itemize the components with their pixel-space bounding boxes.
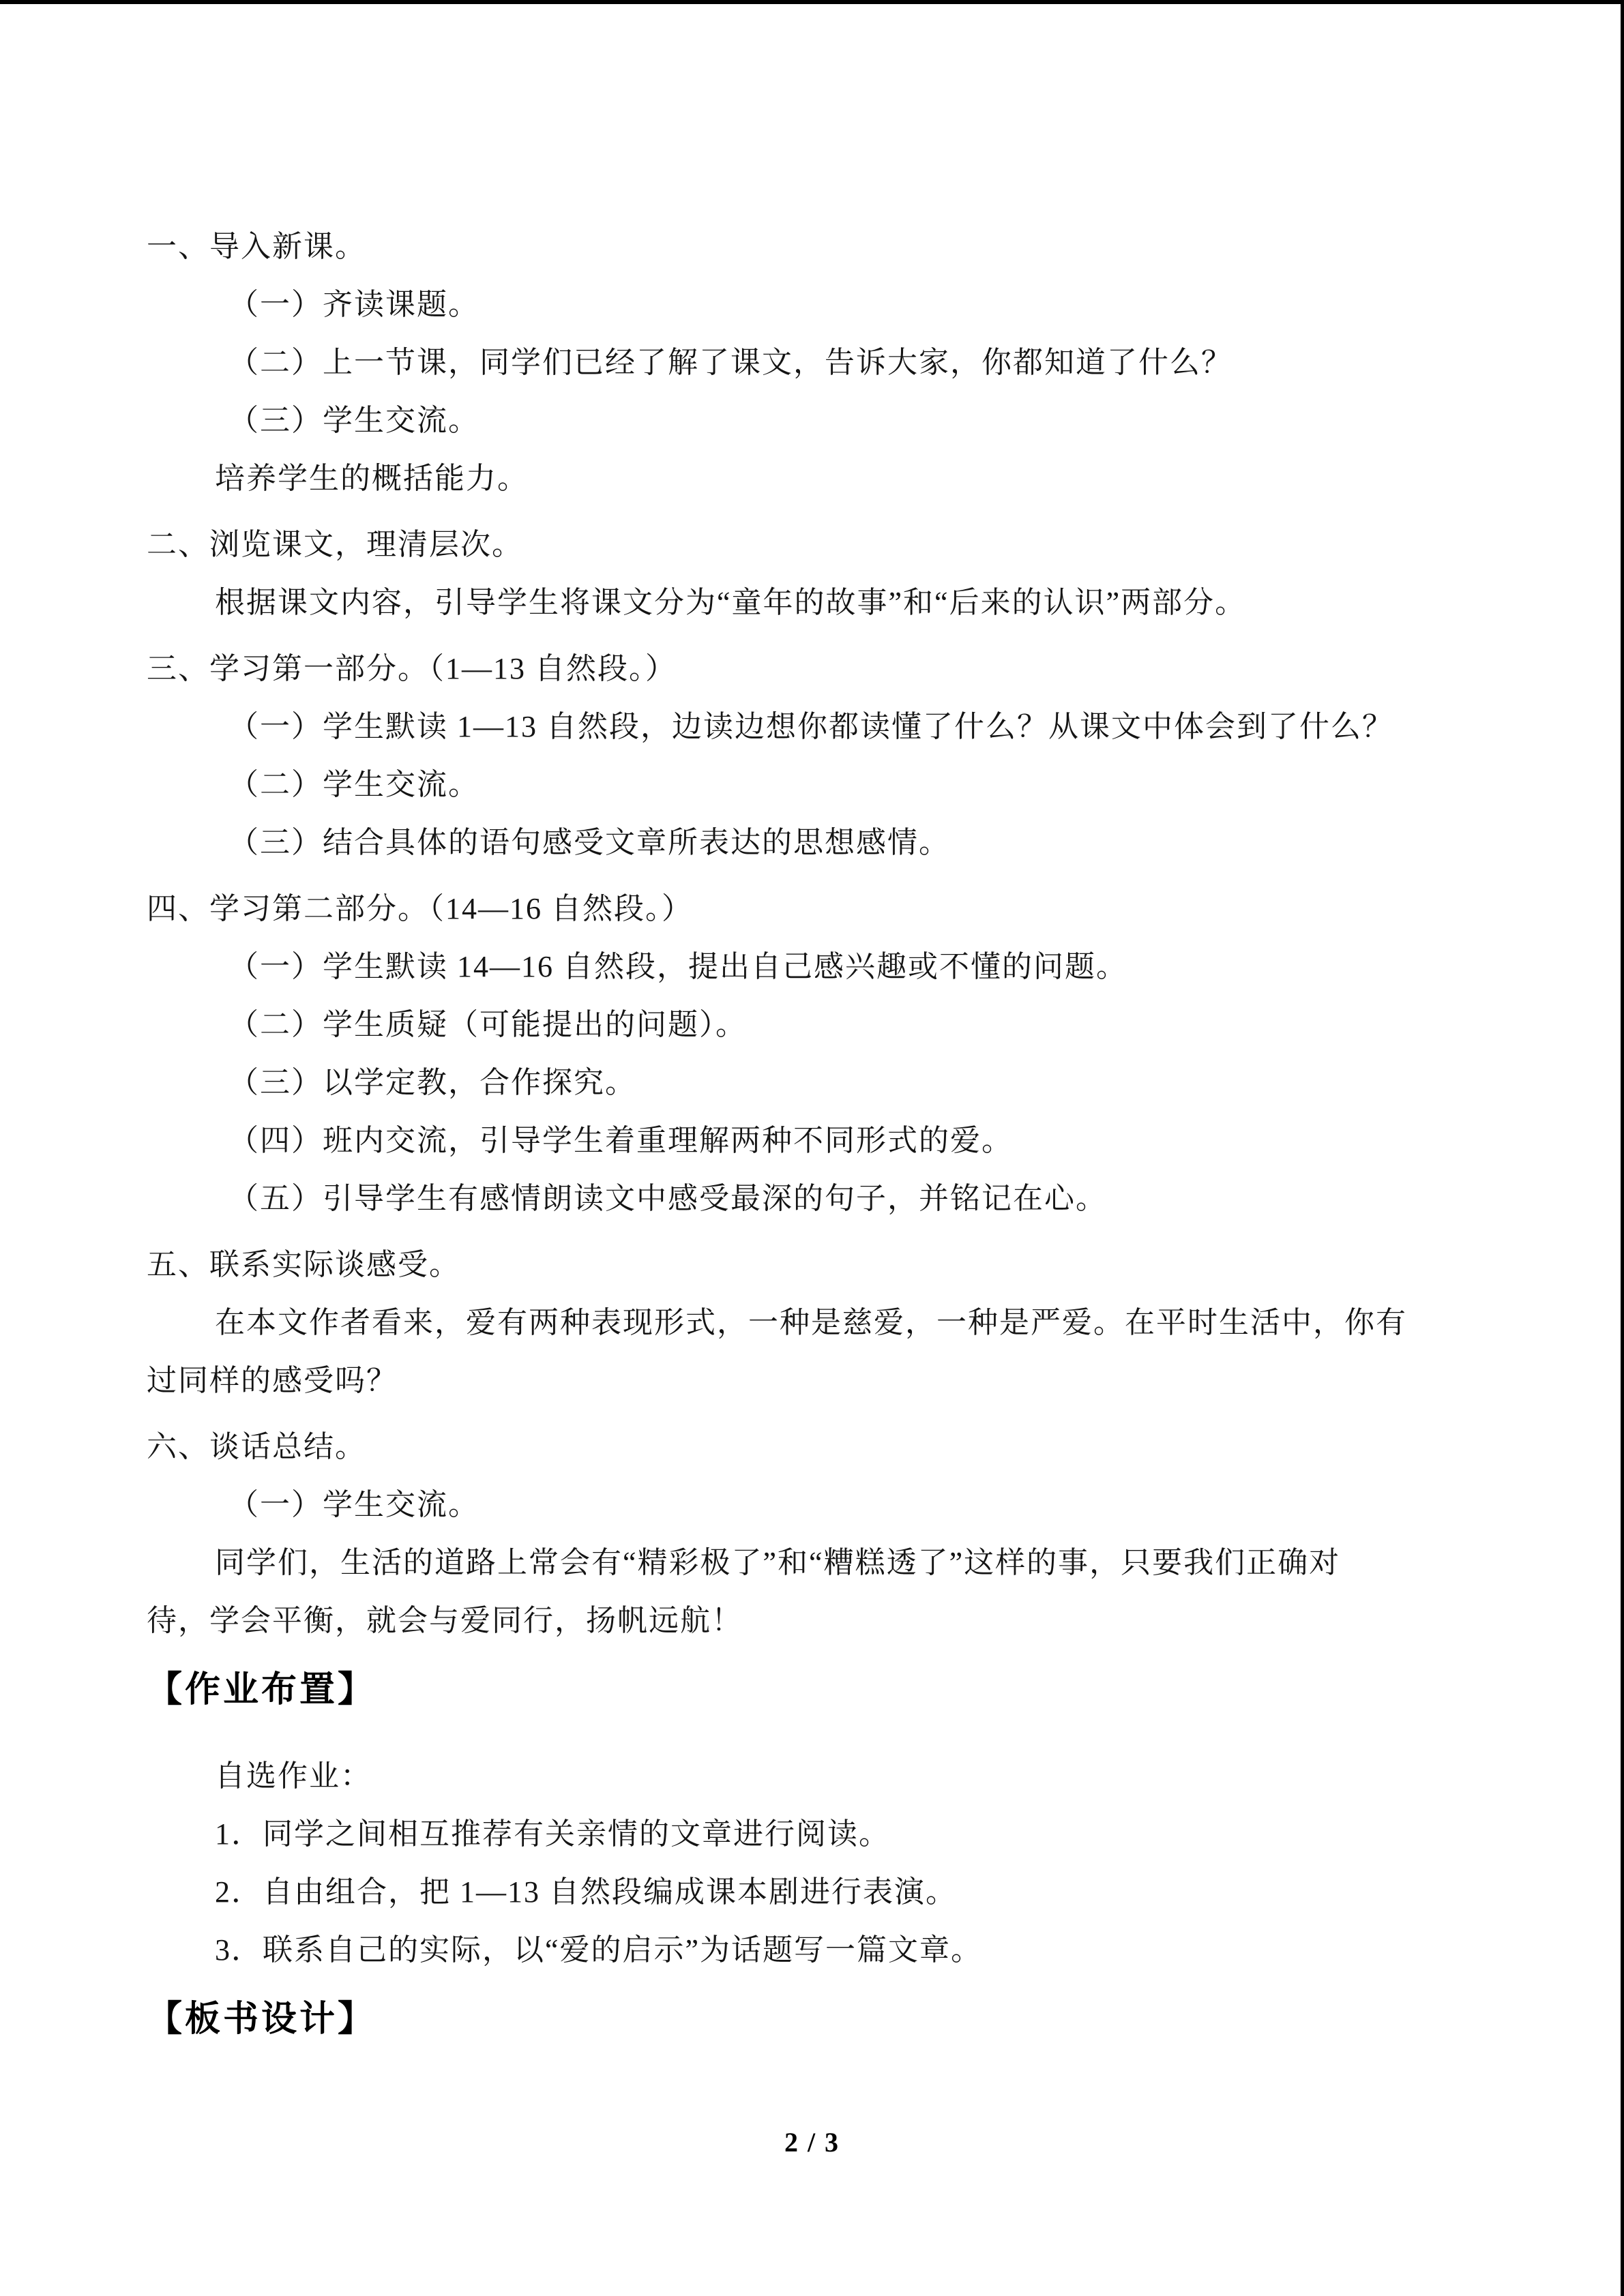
document-line: （一）齐读课题。 <box>228 287 479 321</box>
document-line: （二）学生交流。 <box>228 767 479 801</box>
document-line: 待，学会平衡，就会与爱同行，扬帆远航！ <box>147 1603 743 1637</box>
document-line: 根据课文内容，引导学生将课文分为“童年的故事”和“后来的认识”两部分。 <box>215 585 1247 619</box>
document-line: 二、浏览课文，理清层次。 <box>147 527 523 561</box>
document-body <box>147 206 1531 2049</box>
document-line: （一）学生交流。 <box>228 1487 479 1521</box>
document-line: 过同样的感受吗？ <box>147 1363 398 1397</box>
document-line: （三）学生交流。 <box>228 403 479 437</box>
document-line: （二）上一节课，同学们已经了解了课文，告诉大家，你都知道了什么？ <box>228 345 1232 379</box>
document-line: 三、学习第一部分。（1—13 自然段。） <box>147 651 677 685</box>
document-line: （四）班内交流，引导学生着重理解两种不同形式的爱。 <box>228 1123 1013 1157</box>
document-line: （二）学生质疑（可能提出的问题）。 <box>228 1007 747 1041</box>
scan-edge-top <box>0 0 1624 4</box>
document-line: 自选作业： <box>215 1759 372 1793</box>
page-number: 2 / 3 <box>784 2127 840 2158</box>
document-line: 五、联系实际谈感受。 <box>147 1247 460 1281</box>
document-line: （三）以学定教，合作探究。 <box>228 1065 636 1099</box>
document-line: 3．联系自己的实际，以“爱的启示”为话题写一篇文章。 <box>215 1933 983 1967</box>
document-line: 2．自由组合，把 1—13 自然段编成课本剧进行表演。 <box>215 1875 957 1909</box>
document-line: 在本文作者看来，爱有两种表现形式，一种是慈爱，一种是严爱。在平时生活中，你有 <box>215 1305 1407 1339</box>
document-line: 四、学习第二部分。（14—16 自然段。） <box>147 891 693 925</box>
section-heading: 【作业布置】 <box>147 1670 377 1710</box>
document-line: 六、谈话总结。 <box>147 1429 366 1463</box>
document-line: 1．同学之间相互推荐有关亲情的文章进行阅读。 <box>215 1817 890 1851</box>
document-line: 一、导入新课。 <box>147 229 366 263</box>
document-line: （一）学生默读 14—16 自然段，提出自己感兴趣或不懂的问题。 <box>228 949 1127 983</box>
document-line: （一）学生默读 1—13 自然段，边读边想你都读懂了什么？从课文中体会到了什么？ <box>228 709 1393 743</box>
scan-edge-right <box>1621 0 1624 2296</box>
section-heading: 【板书设计】 <box>147 1999 377 2039</box>
document-line: 培养学生的概括能力。 <box>215 461 529 495</box>
document-line: （三）结合具体的语句感受文章所表达的思想感情。 <box>228 825 950 859</box>
document-line: 同学们，生活的道路上常会有“精彩极了”和“糟糕透了”这样的事，只要我们正确对 <box>215 1545 1341 1579</box>
document-line: （五）引导学生有感情朗读文中感受最深的句子，并铭记在心。 <box>228 1181 1107 1215</box>
